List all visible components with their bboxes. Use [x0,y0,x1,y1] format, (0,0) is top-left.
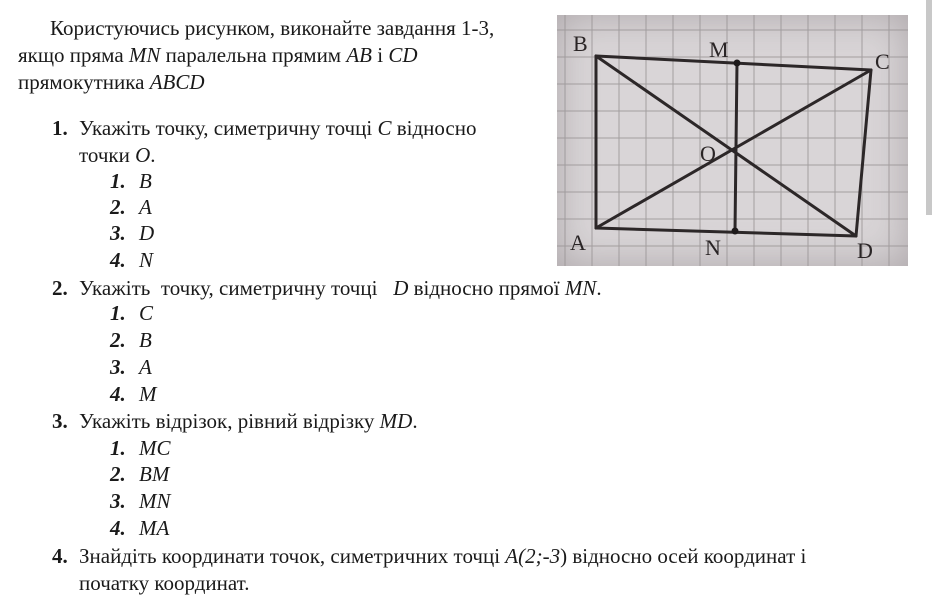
vertex-label-d: D [857,238,873,263]
question-number: 1. [52,116,68,140]
question-text: Укажіть точку, симетричну точці C відносно [79,116,477,140]
question-text: Укажіть точку, симетричну точці D відносно прямої MN. [79,276,602,300]
option-item: 2. BM [110,462,170,486]
center-label-o: O [700,141,716,166]
question-number: 4. [52,544,68,568]
question-number: 3. [52,409,68,433]
intro-text-4: прямокутника [18,70,150,94]
figure-lines [596,56,871,236]
question-number: 2. [52,276,68,300]
option-item: 4. MA [110,516,170,540]
scrollbar-edge[interactable] [926,0,932,215]
vertex-label-c: C [875,49,890,74]
option-item: 3. MN [110,489,171,513]
figure-drawing [557,15,908,266]
question-text-continued: початку координат. [79,571,250,595]
point-label-m: M [709,37,729,62]
option-item: 1. C [110,301,154,325]
question-text: Укажіть відрізок, рівний відрізку MD. [79,409,418,433]
point-label-n: N [705,235,721,260]
intro-paragraph [18,15,538,96]
intro-text-2: паралельна прямим [160,43,347,67]
question-text-continued: точки O. [79,143,156,167]
option-item: 1. B [110,169,152,193]
intro-ab: AB [346,43,373,67]
intro-text-3: і [372,43,389,67]
vertex-label-a: A [570,230,586,255]
option-item: 2. A [110,195,152,219]
intro-text-1: Користуючись рисунком, виконайте завдання 1-3, якщо пряма [18,16,495,67]
option-item: 3. D [110,221,155,245]
option-item: 3. A [110,355,152,379]
option-item: 1. MC [110,436,171,460]
option-item: 2. B [110,328,152,352]
option-item: 4. M [110,382,157,406]
intro-abcd: ABCD [149,70,205,94]
option-item: 4. N [110,248,154,272]
rectangle-figure [557,15,908,266]
question-text: Знайдіть координати точок, симетричних точці A(2;-3) відносно осей координат і [79,544,807,568]
vertex-label-b: B [573,31,588,56]
intro-cd: CD [388,43,418,67]
intro-mn: MN [128,43,161,67]
